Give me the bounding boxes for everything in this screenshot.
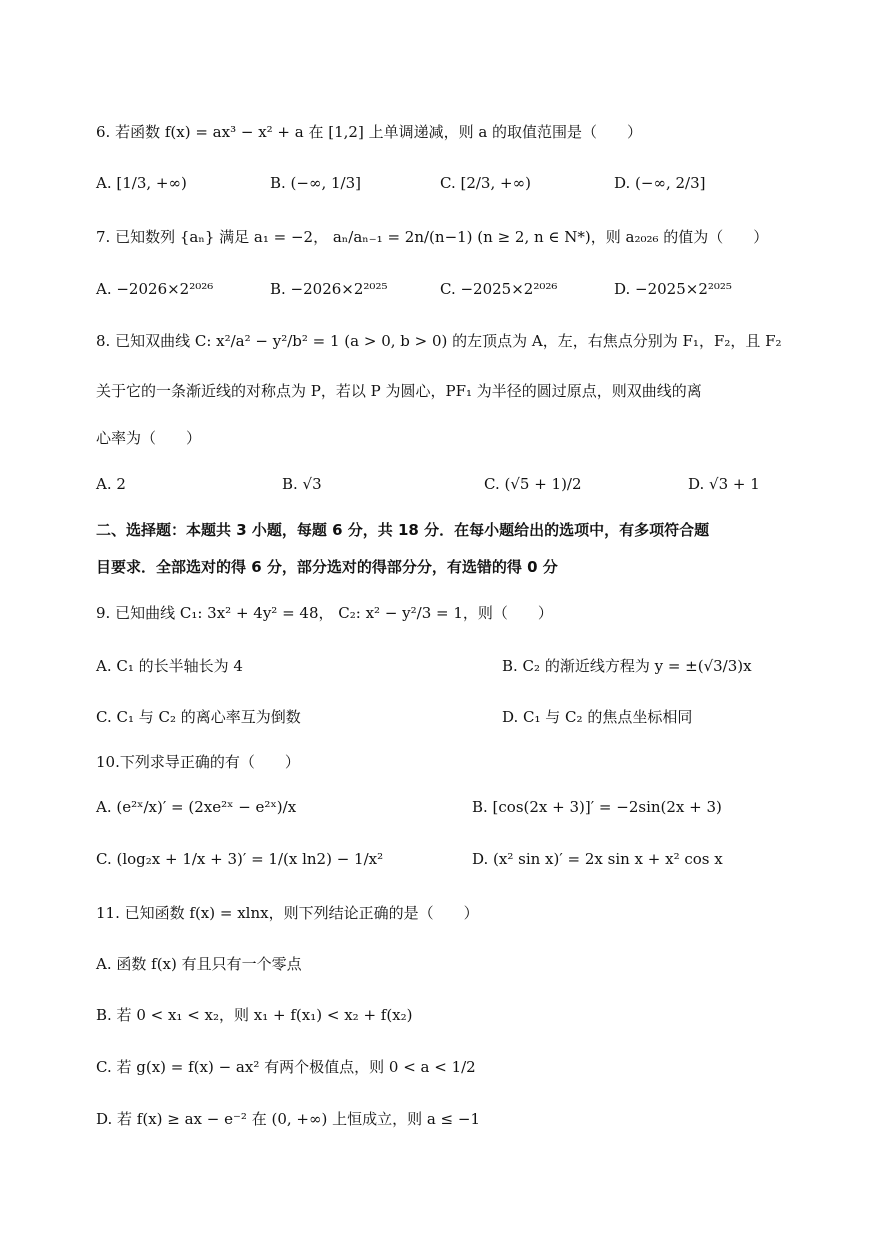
q7-option-b: B. −2026×2²⁰²⁵ xyxy=(270,280,388,298)
q6-option-a: A. [1/3, +∞) xyxy=(96,174,187,192)
q9-option-c: C. C₁ 与 C₂ 的离心率互为倒数 xyxy=(96,708,301,726)
q9-option-d: D. C₁ 与 C₂ 的焦点坐标相同 xyxy=(502,708,693,726)
q8-option-c: C. (√5 + 1)/2 xyxy=(484,475,582,493)
q9-stem: 9. 已知曲线 C₁: 3x² + 4y² = 48， C₂: x² − y²/3 = 1，则（ ） xyxy=(96,604,553,622)
section2-heading-line1: 二、选择题：本题共 3 小题，每题 6 分，共 18 分．在每小题给出的选项中，有多项符合题 xyxy=(96,521,710,539)
q9-option-a: A. C₁ 的长半轴长为 4 xyxy=(96,657,243,675)
q6-option-d: D. (−∞, 2/3] xyxy=(614,174,706,192)
q10-option-c: C. (log₂x + 1/x + 3)′ = 1/(x ln2) − 1/x² xyxy=(96,850,384,868)
q10-option-d: D. (x² sin x)′ = 2x sin x + x² cos x xyxy=(472,850,723,868)
q8-stem-line3: 心率为（ ） xyxy=(96,429,202,447)
q11-option-b: B. 若 0 < x₁ < x₂，则 x₁ + f(x₁) < x₂ + f(x₂) xyxy=(96,1006,413,1024)
q9-option-b: B. C₂ 的渐近线方程为 y = ±(√3/3)x xyxy=(502,657,752,675)
q11-option-a: A. 函数 f(x) 有且只有一个零点 xyxy=(96,955,302,973)
q11-stem: 11. 已知函数 f(x) = xlnx，则下列结论正确的是（ ） xyxy=(96,904,479,922)
q11-option-d: D. 若 f(x) ≥ ax − e⁻² 在 (0, +∞) 上恒成立，则 a ≤ −1 xyxy=(96,1110,481,1128)
q7-stem: 7. 已知数列 {aₙ} 满足 a₁ = −2， aₙ/aₙ₋₁ = 2n/(n−1) (n ≥ 2, n ∈ N*)，则 a₂₀₂₆ 的值为（ ） xyxy=(96,228,769,246)
q7-option-c: C. −2025×2²⁰²⁶ xyxy=(440,280,558,298)
q6-stem: 6. 若函数 f(x) = ax³ − x² + a 在 [1,2] 上单调递减，则 a 的取值范围是（ ） xyxy=(96,123,643,141)
q7-option-d: D. −2025×2²⁰²⁵ xyxy=(614,280,732,298)
q6-option-b: B. (−∞, 1/3] xyxy=(270,174,362,192)
section2-heading-line2: 目要求．全部选对的得 6 分，部分选对的得部分分，有选错的得 0 分 xyxy=(96,558,558,576)
q8-stem-line2: 关于它的一条渐近线的对称点为 P，若以 P 为圆心，PF₁ 为半径的圆过原点，则双曲线的离 xyxy=(96,382,702,400)
q8-option-a: A. 2 xyxy=(96,475,126,493)
q11-option-c: C. 若 g(x) = f(x) − ax² 有两个极值点，则 0 < a < 1/2 xyxy=(96,1058,476,1076)
q6-option-c: C. [2/3, +∞) xyxy=(440,174,531,192)
q8-option-b: B. √3 xyxy=(282,475,322,493)
q10-option-a: A. (e²ˣ/x)′ = (2xe²ˣ − e²ˣ)/x xyxy=(96,798,297,816)
q8-option-d: D. √3 + 1 xyxy=(688,475,760,493)
q8-stem-line1: 8. 已知双曲线 C: x²/a² − y²/b² = 1 (a > 0, b > 0) 的左顶点为 A，左，右焦点分别为 F₁，F₂，且 F₂ xyxy=(96,332,782,350)
q10-stem: 10.下列求导正确的有（ ） xyxy=(96,753,300,771)
q10-option-b: B. [cos(2x + 3)]′ = −2sin(2x + 3) xyxy=(472,798,722,816)
q7-option-a: A. −2026×2²⁰²⁶ xyxy=(96,280,214,298)
